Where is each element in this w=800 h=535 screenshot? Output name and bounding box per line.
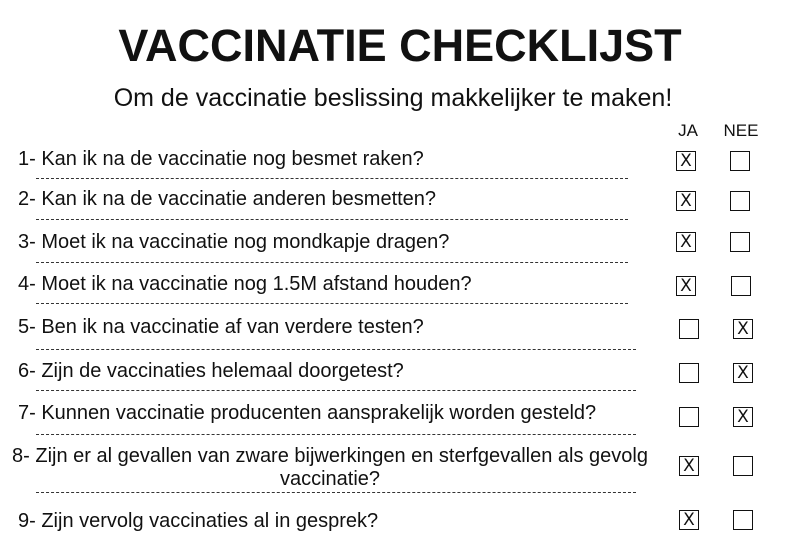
dashed-separator xyxy=(36,303,628,304)
question-text: 8- Zijn er al gevallen van zware bijwerkingen en sterfgevallen als gevolg vaccinatie? xyxy=(12,445,648,490)
checkbox-nee[interactable] xyxy=(730,232,750,252)
checkbox-ja[interactable]: X xyxy=(679,510,699,530)
checkbox-ja[interactable] xyxy=(679,363,699,383)
column-header-yes: JA xyxy=(678,121,698,140)
checkbox-nee[interactable]: X xyxy=(733,363,753,383)
checkbox-nee[interactable] xyxy=(730,191,750,211)
checkbox-ja[interactable]: X xyxy=(676,276,696,296)
checkbox-ja[interactable]: X xyxy=(676,232,696,252)
checkbox-nee[interactable] xyxy=(731,276,751,296)
dashed-separator xyxy=(36,219,628,220)
column-header-no: NEE xyxy=(723,121,759,140)
question-text: 7- Kunnen vaccinatie producenten aansprakelijk worden gesteld? xyxy=(18,402,597,424)
checkbox-ja[interactable] xyxy=(679,319,699,339)
question-text: 6- Zijn de vaccinaties helemaal doorgetest? xyxy=(18,360,404,382)
question-text: 3- Moet ik na vaccinatie nog mondkapje dragen? xyxy=(18,231,450,253)
page-title: VACCINATIE CHECKLIJST xyxy=(118,20,682,71)
page-subtitle: Om de vaccinatie beslissing makkelijker te maken! xyxy=(113,84,673,112)
checkbox-ja[interactable] xyxy=(679,407,699,427)
checkbox-ja[interactable]: X xyxy=(676,191,696,211)
question-text: 2- Kan ik na de vaccinatie anderen besmetten? xyxy=(18,188,437,210)
dashed-separator xyxy=(36,434,636,435)
checkbox-ja[interactable]: X xyxy=(679,456,699,476)
dashed-separator xyxy=(36,262,628,263)
dashed-separator xyxy=(36,390,636,391)
dashed-separator xyxy=(36,349,636,350)
checkbox-nee[interactable]: X xyxy=(733,407,753,427)
checkbox-nee[interactable] xyxy=(730,151,750,171)
dashed-separator xyxy=(36,178,628,179)
checkbox-ja[interactable]: X xyxy=(676,151,696,171)
question-text: 4- Moet ik na vaccinatie nog 1.5M afstand houden? xyxy=(18,273,472,295)
checkbox-nee[interactable] xyxy=(733,456,753,476)
dashed-separator xyxy=(36,492,636,493)
question-text: 5- Ben ik na vaccinatie af van verdere testen? xyxy=(18,316,424,338)
checkbox-nee[interactable] xyxy=(733,510,753,530)
checkbox-nee[interactable]: X xyxy=(733,319,753,339)
question-text: 1- Kan ik na de vaccinatie nog besmet raken? xyxy=(18,148,424,170)
question-text: 9- Zijn vervolg vaccinaties al in gesprek? xyxy=(18,510,379,532)
